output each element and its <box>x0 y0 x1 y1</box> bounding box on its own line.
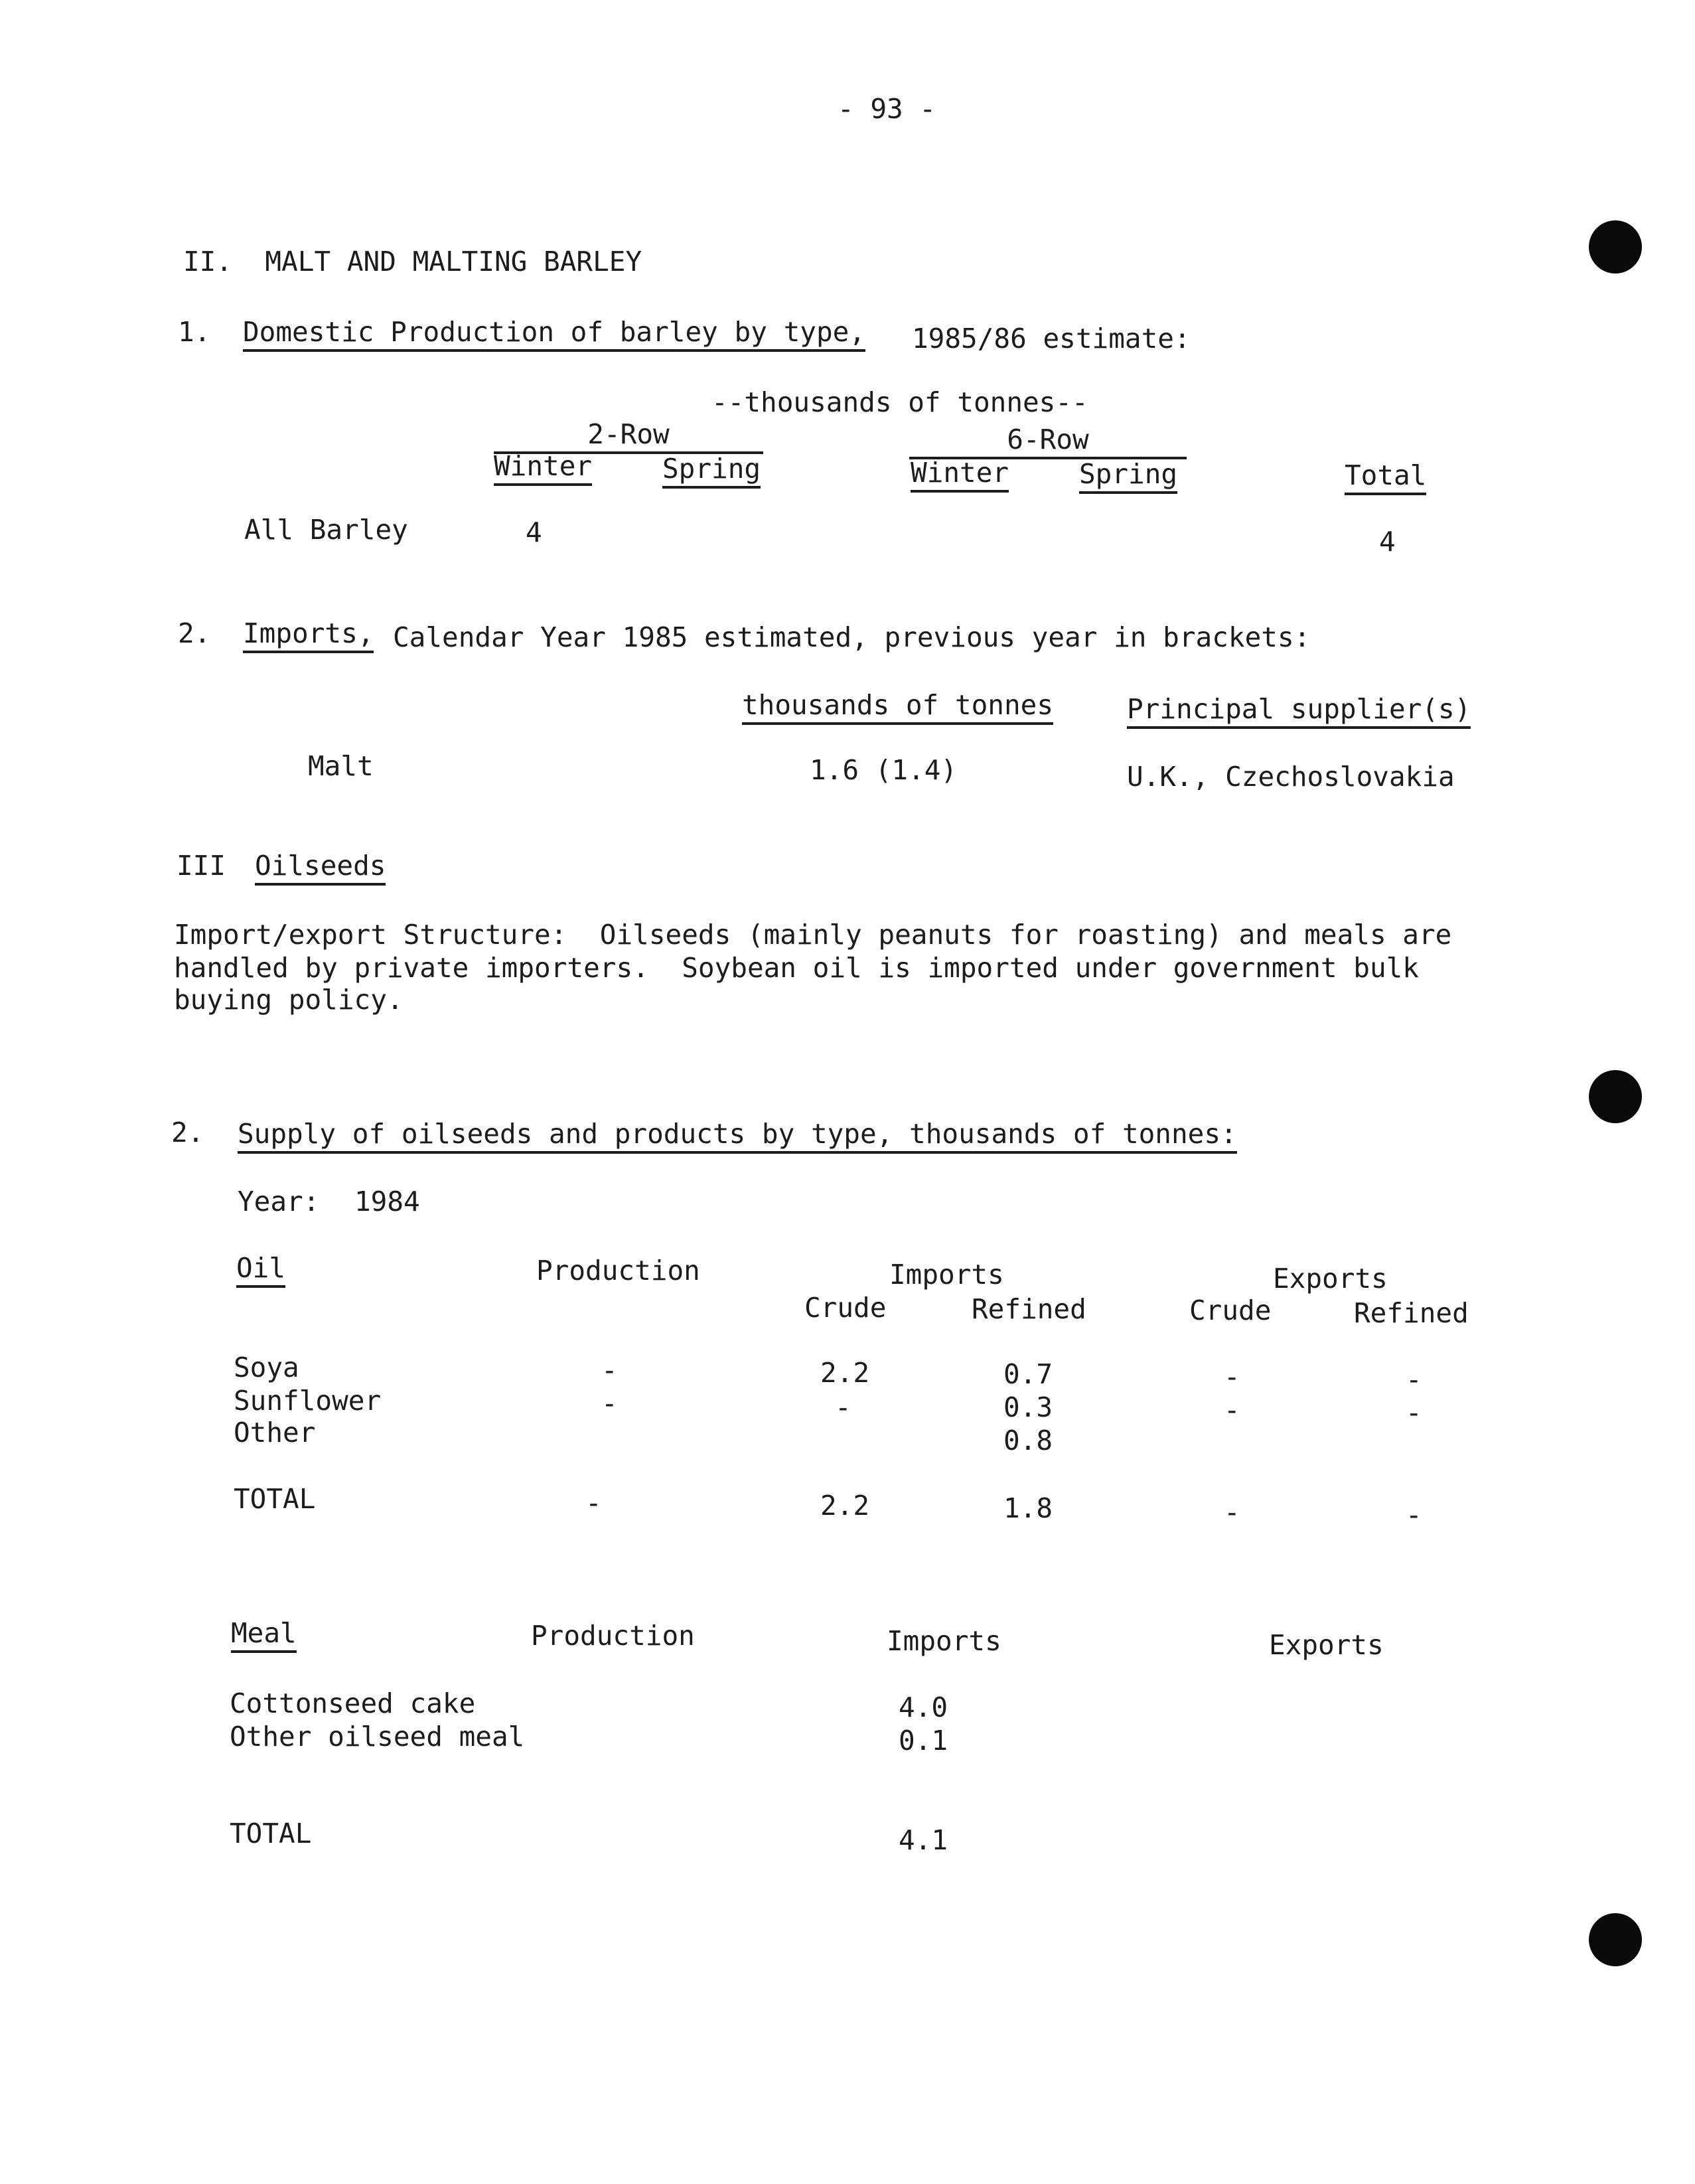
oil-cell-soya-production: - <box>601 1354 618 1386</box>
structure-paragraph-line-3: buying policy. <box>174 984 404 1016</box>
oil-column-header-exports-refined: Refined <box>1354 1297 1469 1329</box>
item-number: 1. <box>178 316 211 348</box>
year-value: 1984 <box>354 1186 420 1217</box>
meal-cell-total-imports: 4.1 <box>899 1824 948 1856</box>
group-header-2row: 2-Row <box>494 418 763 454</box>
binder-hole-middle <box>1589 1070 1642 1123</box>
oil-row-label-total: TOTAL <box>234 1483 316 1515</box>
oil-column-header-exports: Exports <box>1273 1263 1388 1294</box>
item-number: 2. <box>171 1117 204 1148</box>
meal-column-header-production: Production <box>531 1620 695 1652</box>
oil-cell-sunflower-imports-refined: 0.3 <box>1003 1391 1053 1423</box>
meal-cell-cottonseed-cake-imports: 4.0 <box>899 1691 948 1723</box>
oil-column-header-production: Production <box>536 1255 700 1287</box>
column-header-principal-suppliers: Principal supplier(s) <box>1127 693 1471 729</box>
oil-cell-total-exports-refined: - <box>1406 1499 1422 1531</box>
oil-cell-soya-exports-crude: - <box>1224 1361 1240 1393</box>
item-title-domestic-production: Domestic Production of barley by type, <box>243 316 865 352</box>
structure-paragraph-line-1: Import/export Structure: Oilseeds (mainly peanuts for roasting) and meals are <box>174 919 1452 951</box>
oil-cell-soya-imports-refined: 0.7 <box>1003 1358 1053 1390</box>
oil-row-label-soya: Soya <box>234 1352 299 1383</box>
oil-cell-sunflower-exports-crude: - <box>1224 1394 1240 1426</box>
oil-cell-soya-imports-crude: 2.2 <box>820 1357 870 1389</box>
binder-hole-bottom <box>1589 1913 1642 1966</box>
item-title-suffix: 1985/86 estimate: <box>912 323 1191 354</box>
column-header-6row-winter: Winter <box>911 457 1009 493</box>
item-title-supply-of-oilseeds: Supply of oilseeds and products by type, thousands of tonnes: <box>238 1118 1237 1154</box>
row-label-all-barley: All Barley <box>244 514 408 546</box>
cell-malt-supplier: U.K., Czechoslovakia <box>1127 761 1455 793</box>
oil-column-header-exports-crude: Crude <box>1189 1294 1272 1326</box>
oil-cell-other-imports-refined: 0.8 <box>1003 1425 1053 1456</box>
oil-column-header-imports-refined: Refined <box>972 1293 1086 1325</box>
item-number: 2. <box>178 617 211 649</box>
oil-column-header-imports-crude: Crude <box>804 1292 887 1324</box>
item-title-imports: Imports, <box>243 617 374 653</box>
cell-malt-quantity: 1.6 (1.4) <box>810 754 958 786</box>
column-header-2row-spring: Spring <box>662 453 761 489</box>
column-header-thousands-of-tonnes: thousands of tonnes <box>742 689 1053 725</box>
meal-row-label-cottonseed-cake: Cottonseed cake <box>230 1687 476 1719</box>
unit-label: --thousands of tonnes-- <box>711 386 1088 418</box>
oil-cell-sunflower-imports-crude: - <box>835 1391 851 1423</box>
row-label-malt: Malt <box>308 750 374 782</box>
section-heading-oilseeds: Oilseeds <box>255 850 386 886</box>
section-numeral-oilseeds: III <box>177 850 226 882</box>
oil-cell-sunflower-exports-refined: - <box>1406 1397 1422 1429</box>
year-label: Year: <box>238 1186 320 1217</box>
meal-table-header: Meal <box>231 1617 297 1653</box>
meal-row-label-total: TOTAL <box>230 1818 312 1849</box>
structure-paragraph-line-2: handled by private importers. Soybean oil is imported under government bulk <box>174 952 1419 984</box>
oil-table-header: Oil <box>236 1252 285 1288</box>
oil-cell-total-imports-crude: 2.2 <box>820 1490 870 1521</box>
group-header-6row: 6-Row <box>909 424 1187 459</box>
oil-row-label-sunflower: Sunflower <box>234 1385 382 1417</box>
item-title-suffix: Calendar Year 1985 estimated, previous year in brackets: <box>393 621 1311 653</box>
oil-row-label-other: Other <box>234 1417 316 1448</box>
meal-column-header-exports: Exports <box>1269 1629 1384 1661</box>
page-number: - 93 - <box>838 93 936 125</box>
column-header-total: Total <box>1345 459 1426 495</box>
oil-cell-sunflower-production: - <box>601 1387 618 1419</box>
oil-cell-total-imports-refined: 1.8 <box>1003 1492 1053 1524</box>
meal-cell-other-oilseed-meal-imports: 0.1 <box>899 1725 948 1756</box>
cell-all-barley-2row-winter: 4 <box>526 516 542 548</box>
binder-hole-top <box>1589 220 1642 273</box>
oil-cell-total-production: - <box>585 1487 602 1519</box>
section-heading-malt: II. MALT AND MALTING BARLEY <box>183 246 642 277</box>
oil-column-header-imports: Imports <box>889 1259 1004 1290</box>
meal-column-header-imports: Imports <box>887 1625 1001 1657</box>
oil-cell-soya-exports-refined: - <box>1406 1364 1422 1395</box>
column-header-6row-spring: Spring <box>1079 458 1177 494</box>
meal-row-label-other-oilseed-meal: Other oilseed meal <box>230 1721 525 1753</box>
cell-all-barley-total: 4 <box>1379 526 1396 558</box>
oil-cell-total-exports-crude: - <box>1224 1496 1240 1528</box>
column-header-2row-winter: Winter <box>494 450 592 486</box>
